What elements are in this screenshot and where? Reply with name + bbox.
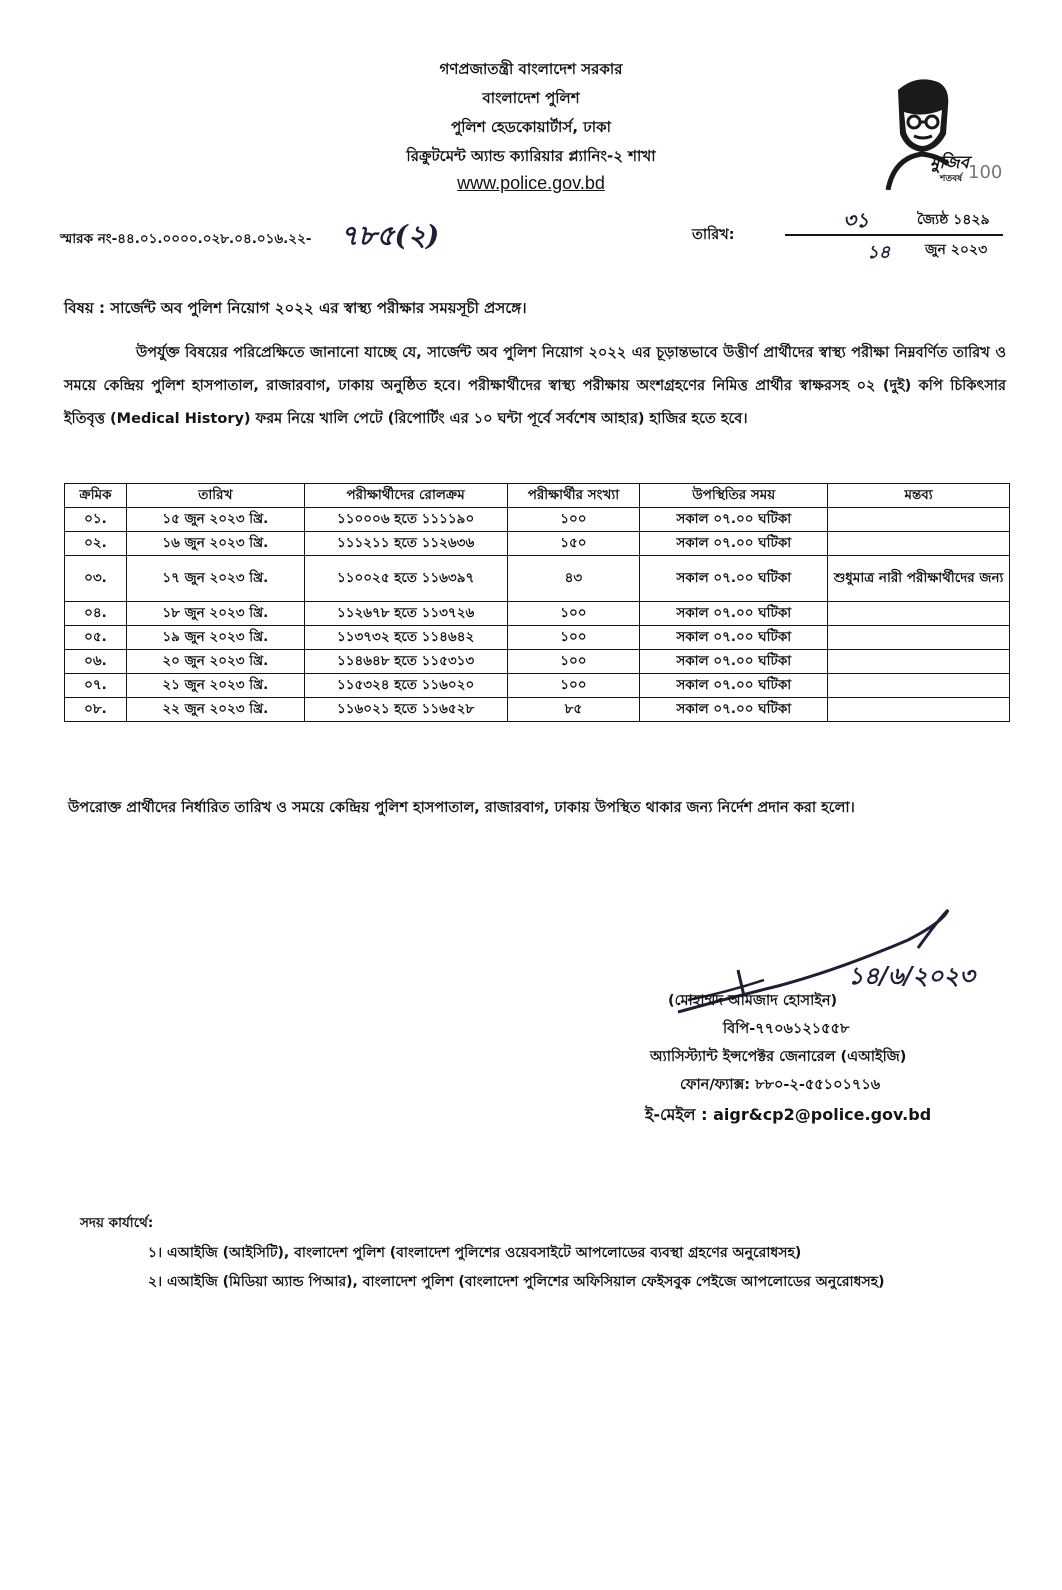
cell-rolls: ১১৩৭৩২ হতে ১১৪৬৪২ <box>304 626 507 650</box>
cell-date: ২০ জুন ২০২৩ খ্রি. <box>126 650 304 674</box>
cell-serial: ০২. <box>65 532 127 556</box>
cell-remark <box>828 602 1010 626</box>
signatory-name: (মোহাম্মদ আমজাদ হোসাইন) <box>668 993 838 1009</box>
cell-remark <box>828 626 1010 650</box>
signatory-email: ই-মেইল : aigr&cp2@police.gov.bd <box>645 1105 932 1124</box>
cell-serial: ০৮. <box>65 698 127 722</box>
table-header-row <box>65 484 1010 508</box>
cell-rolls: ১১২৬৭৮ হতে ১১৩৭২৬ <box>304 602 507 626</box>
date-label: তারিখ: <box>692 227 735 243</box>
date-greg-month: জুন ২০২৩ <box>925 242 988 258</box>
logo-subtext: শতবর্ষ <box>940 174 963 184</box>
cell-count: ১০০ <box>507 508 640 532</box>
cell-rolls: ১১৪৬৪৮ হতে ১১৫৩১৩ <box>304 650 507 674</box>
cell-remark <box>828 508 1010 532</box>
cell-rolls: ১১০০২৫ হতে ১১৬৩৯৭ <box>304 556 507 602</box>
cell-remark: শুধুমাত্র নারী পরীক্ষার্থীদের জন্য <box>828 556 1010 602</box>
letterhead-line-4: রিক্রুটমেন্ট অ্যান্ড ক্যারিয়ার প্ল্যানিং-২ শাখা <box>406 147 656 165</box>
cell-time: সকাল ০৭.০০ ঘটিকা <box>640 650 828 674</box>
cell-count: ৮৫ <box>507 698 640 722</box>
cell-time: সকাল ০৭.০০ ঘটিকা <box>640 698 828 722</box>
signatory-designation: অ্যাসিস্ট্যান্ট ইন্সপেক্টর জেনারেল (এআইজি) <box>650 1049 907 1065</box>
cell-serial: ০৫. <box>65 626 127 650</box>
table-row <box>65 508 1010 532</box>
cell-date: ১৭ জুন ২০২৩ খ্রি. <box>126 556 304 602</box>
header-remark: মন্তব্য <box>828 484 1010 508</box>
schedule-table <box>64 483 1010 722</box>
cell-serial: ০৪. <box>65 602 127 626</box>
date-bangla-day: ৩১ <box>843 208 869 232</box>
cell-date: ১৬ জুন ২০২৩ খ্রি. <box>126 532 304 556</box>
cell-count: ৪৩ <box>507 556 640 602</box>
table-row <box>65 602 1010 626</box>
cell-time: সকাল ০৭.০০ ঘটিকা <box>640 556 828 602</box>
logo-number: 100 <box>968 162 1003 183</box>
cell-rolls: ১১৬০২১ হতে ১১৬৫২৮ <box>304 698 507 722</box>
cell-remark <box>828 698 1010 722</box>
letterhead <box>331 55 731 194</box>
table-row <box>65 556 1010 602</box>
cell-time: সকাল ০৭.০০ ঘটিকা <box>640 626 828 650</box>
instruction-line: উপরোক্ত প্রার্থীদের নির্ধারিত তারিখ ও সময়ে কেন্দ্রিয় পুলিশ হাসপাতাল, রাজারবাগ, ঢাকায় উপস্থিত থাকার জন্য নির্দেশ প্রদান করা হলো। <box>68 800 855 816</box>
table-row <box>65 532 1010 556</box>
cell-serial: ০১. <box>65 508 127 532</box>
cell-rolls: ১১০০০৬ হতে ১১১১৯০ <box>304 508 507 532</box>
cell-count: ১০০ <box>507 674 640 698</box>
header-count: পরীক্ষার্থীর সংখ্যা <box>507 484 640 508</box>
cc-item-1: ১। এআইজি (আইসিটি), বাংলাদেশ পুলিশ (বাংলাদেশ পুলিশের ওয়েবসাইটে আপলোডের ব্যবস্থা গ্রহণের অনুরোধসহ) <box>148 1245 802 1261</box>
cell-time: সকাল ০৭.০০ ঘটিকা <box>640 602 828 626</box>
cell-rolls: ১১৫৩২৪ হতে ১১৬০২০ <box>304 674 507 698</box>
date-block <box>785 204 1005 263</box>
body-paragraph: উপর্যুক্ত বিষয়ের পরিপ্রেক্ষিতে জানানো যাচ্ছে যে, সার্জেন্ট অব পুলিশ নিয়োগ ২০২২ এর চূড়ান্তভাবে উত্তীর্ণ প্রার্থীদের স্বাস্থ্য পরীক্ষা নিম্নবর্ণিত তারিখ ও সময়ে কেন্দ্রিয় পুলিশ হাসপাতাল, রাজারবাগ, ঢাকায় অনুষ্ঠিত হবে। পরীক্ষার্থীদের স্বাস্থ্য পরীক্ষায় অংশগ্রহণের নিমিত্ত প্রার্থীর স্বাক্ষরসহ ০২ (দুই) কপি চিকিৎসার ইতিবৃত্ত (Medical History) ফরম নিয়ে খালি পেটে (রিপোর্টিং এর ১০ ঘন্টা পূর্বে সর্বশেষ আহার) হাজির হতে হবে। <box>64 345 1006 427</box>
letterhead-line-1: গণপ্রজাতন্ত্রী বাংলাদেশ সরকার <box>439 60 623 78</box>
memo-reference: স্মারক নং-৪৪.০১.০০০০.০২৮.০৪.০১৬.২২- <box>60 231 312 247</box>
letterhead-line-3: পুলিশ হেডকোয়ার্টার্স, ঢাকা <box>451 118 611 136</box>
table-row <box>65 674 1010 698</box>
date-divider <box>785 234 1003 236</box>
cell-date: ১৫ জুন ২০২৩ খ্রি. <box>126 508 304 532</box>
cell-serial: ০৭. <box>65 674 127 698</box>
cell-serial: ০৬. <box>65 650 127 674</box>
cell-count: ১০০ <box>507 650 640 674</box>
memo-reference-handwritten: ৭৮৫(২) <box>340 219 440 252</box>
website-link[interactable]: www.police.gov.bd <box>457 173 605 193</box>
cc-title: সদয় কার্যার্থে: <box>80 1215 154 1231</box>
cell-count: ১০০ <box>507 626 640 650</box>
cell-date: ১৮ জুন ২০২৩ খ্রি. <box>126 602 304 626</box>
cell-serial: ০৩. <box>65 556 127 602</box>
cell-date: ১৯ জুন ২০২৩ খ্রি. <box>126 626 304 650</box>
table-row <box>65 650 1010 674</box>
header-time: উপস্থিতির সময় <box>640 484 828 508</box>
cell-remark <box>828 532 1010 556</box>
header-rolls: পরীক্ষার্থীদের রোলক্রম <box>304 484 507 508</box>
signatory-phone: ফোন/ফ্যাক্স: ৮৮০-২-৫৫১০১৭১৬ <box>680 1077 881 1093</box>
cell-time: সকাল ০৭.০০ ঘটিকা <box>640 508 828 532</box>
signature-handwritten-date: ১৪/৬/২০২৩ <box>848 961 975 990</box>
signatory-bp: বিপি-৭৭০৬১২১৫৫৮ <box>723 1021 850 1037</box>
header-serial: ক্রমিক <box>65 484 127 508</box>
cell-time: সকাল ০৭.০০ ঘটিকা <box>640 532 828 556</box>
date-greg-day: ১৪ <box>867 242 891 263</box>
cell-date: ২১ জুন ২০২৩ খ্রি. <box>126 674 304 698</box>
cell-date: ২২ জুন ২০২৩ খ্রি. <box>126 698 304 722</box>
cell-time: সকাল ০৭.০০ ঘটিকা <box>640 674 828 698</box>
cell-remark <box>828 674 1010 698</box>
cell-rolls: ১১১২১১ হতে ১১২৬৩৬ <box>304 532 507 556</box>
header-date: তারিখ <box>126 484 304 508</box>
cell-count: ১৫০ <box>507 532 640 556</box>
table-row <box>65 698 1010 722</box>
letterhead-line-2: বাংলাদেশ পুলিশ <box>482 89 580 107</box>
cell-remark <box>828 650 1010 674</box>
cell-count: ১০০ <box>507 602 640 626</box>
logo-text: মুজিব <box>930 153 969 173</box>
table-row <box>65 626 1010 650</box>
mujib-100-logo <box>868 72 1003 190</box>
date-bangla-month: জ্যৈষ্ঠ ১৪২৯ <box>917 212 990 228</box>
cc-item-2: ২। এআইজি (মিডিয়া অ্যান্ড পিআর), বাংলাদেশ পুলিশ (বাংলাদেশ পুলিশের অফিসিয়াল ফেইসবুক পেইজে আপলোডের অনুরোধসহ) <box>148 1274 885 1290</box>
subject-line: বিষয় : সার্জেন্ট অব পুলিশ নিয়োগ ২০২২ এর স্বাস্থ্য পরীক্ষার সময়সূচী প্রসঙ্গে। <box>64 299 527 317</box>
